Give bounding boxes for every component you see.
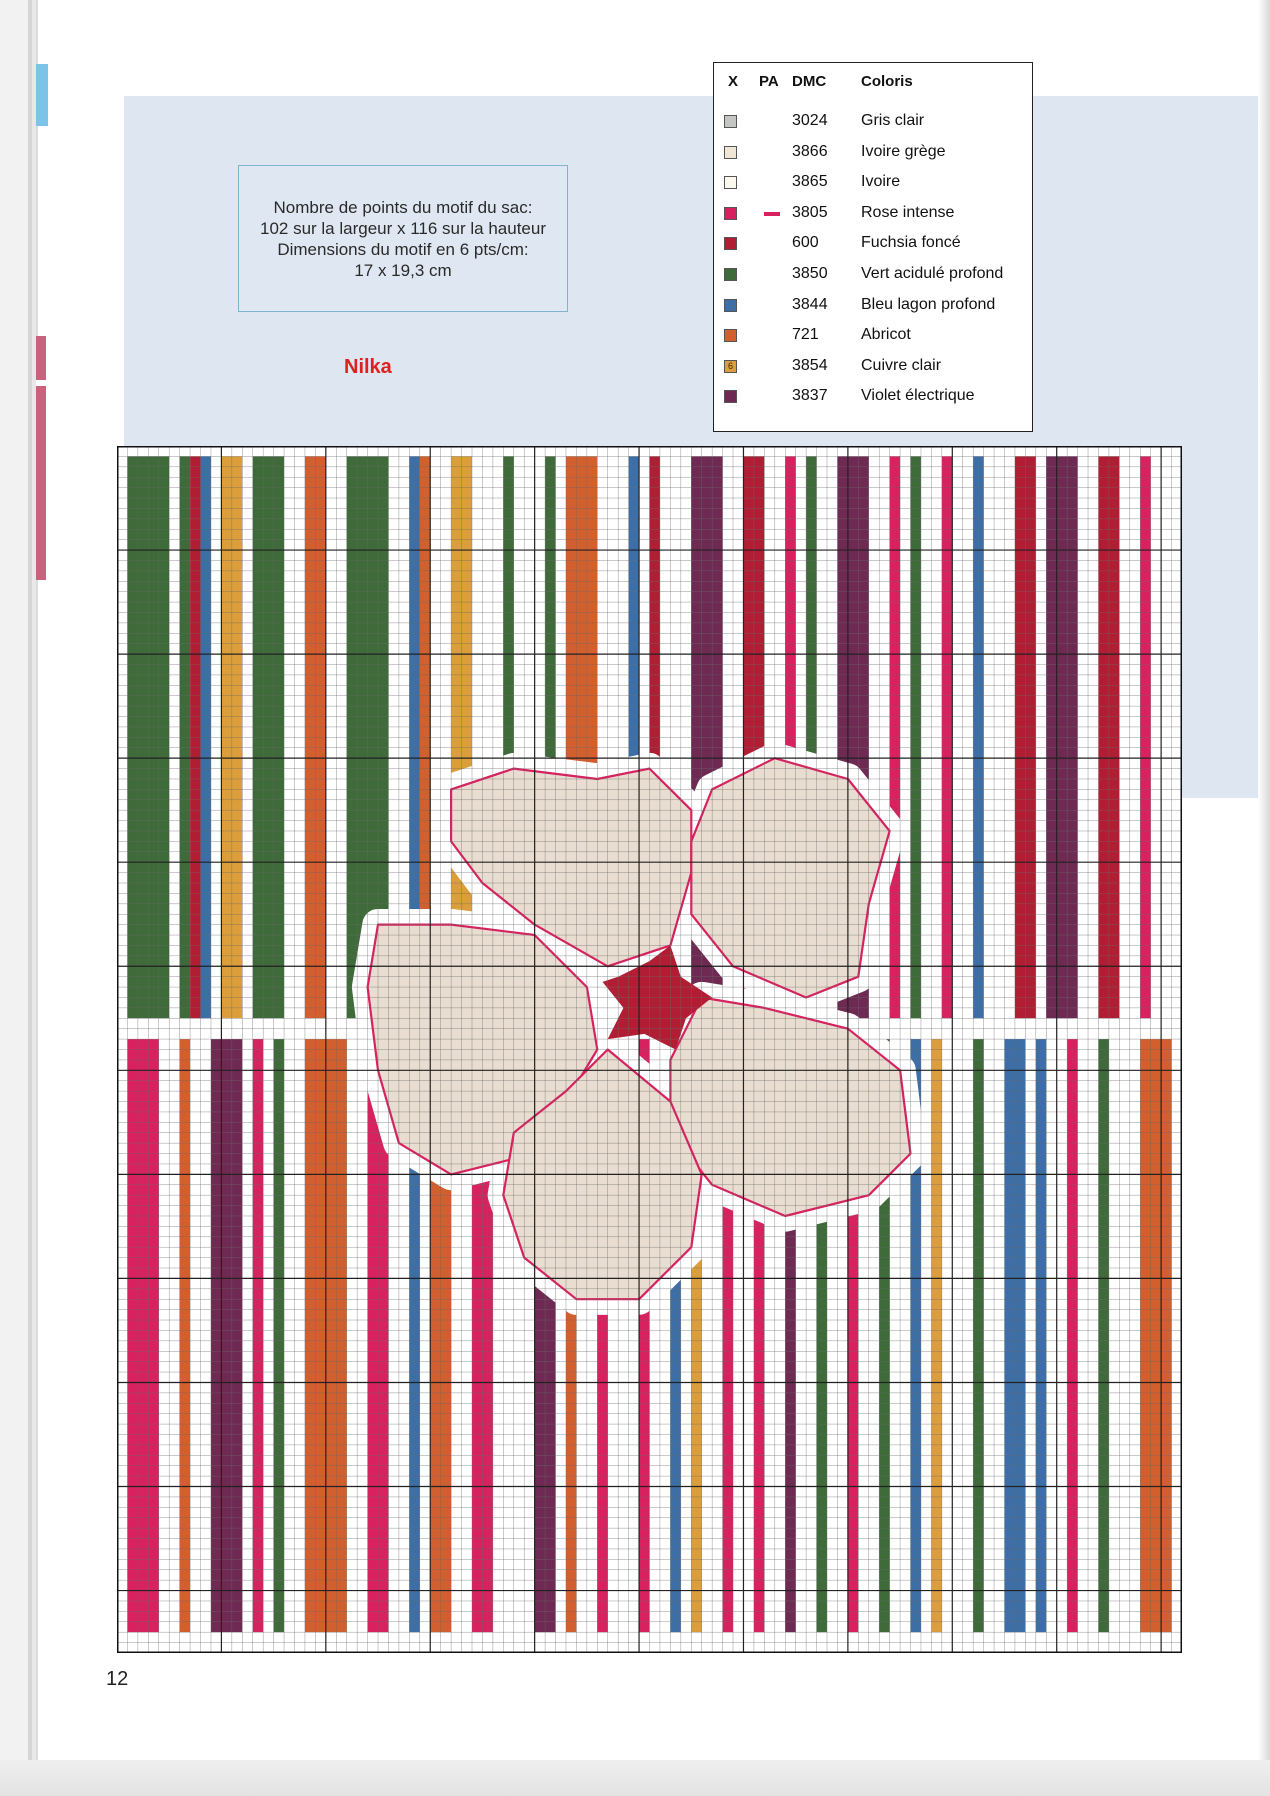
info-line: 17 x 19,3 cm <box>354 260 452 280</box>
legend-row <box>714 326 1032 352</box>
legend-header-pa: PA <box>759 73 779 90</box>
legend-swatch <box>724 390 737 403</box>
legend-row <box>714 173 1032 199</box>
stitch-count-info-box <box>238 165 568 312</box>
thread-stripe <box>931 1039 941 1632</box>
thread-stripe <box>127 1039 158 1632</box>
legend-color-name: Fuchsia foncé <box>861 234 961 252</box>
legend-swatch <box>724 115 737 128</box>
page-right-edge <box>1258 0 1270 1760</box>
page-bottom-edge <box>0 1760 1270 1796</box>
legend-swatch <box>724 146 737 159</box>
legend-swatch <box>724 329 737 342</box>
legend-color-name: Rose intense <box>861 203 955 221</box>
thread-stripe <box>253 1039 263 1632</box>
thread-stripe <box>1140 1039 1171 1632</box>
thread-stripe <box>973 1039 983 1632</box>
legend-color-name: Gris clair <box>861 112 925 129</box>
legend-row <box>714 296 1032 322</box>
cross-stitch-chart <box>117 446 1182 1653</box>
legend-color-name: Ivoire grège <box>861 142 946 160</box>
legend-row <box>714 234 1032 260</box>
legend-swatch <box>724 176 737 189</box>
designer-name: Nilka <box>344 356 392 378</box>
legend-color-name: Violet électrique <box>861 387 975 405</box>
legend-row <box>714 357 1032 383</box>
legend-row <box>714 204 1032 230</box>
backstitch-marker <box>764 212 780 216</box>
legend-dmc-code: 3865 <box>792 173 828 191</box>
thread-stripe <box>274 1039 284 1632</box>
legend-color-name: Ivoire <box>861 173 901 191</box>
legend-color-name: Bleu lagon profond <box>861 295 996 313</box>
color-legend <box>713 62 1033 432</box>
page-number: 12 <box>106 1668 129 1690</box>
legend-dmc-code: 3854 <box>792 356 828 374</box>
thread-stripe <box>1067 1039 1077 1632</box>
legend-header-coloris: Coloris <box>861 73 913 90</box>
legend-swatch <box>724 268 737 281</box>
blue-page-tab <box>36 64 48 126</box>
legend-dmc-code: 3837 <box>792 387 828 405</box>
thread-stripe <box>180 1039 190 1632</box>
legend-dmc-code: 3024 <box>792 112 828 129</box>
thread-stripe <box>211 1039 242 1632</box>
legend-row <box>714 143 1032 169</box>
legend-swatch <box>724 237 737 250</box>
pink-page-tab <box>36 336 46 580</box>
legend-color-name: Cuivre clair <box>861 356 942 374</box>
legend-color-name: Vert acidulé profond <box>861 265 1004 282</box>
legend-color-name: Abricot <box>861 326 911 344</box>
legend-row <box>714 112 1032 138</box>
legend-dmc-code: 3850 <box>792 265 828 282</box>
chart-grid <box>117 446 1182 1653</box>
legend-dmc-code: 3805 <box>792 203 828 221</box>
legend-swatch: 6 <box>724 360 737 373</box>
pink-tab-notch <box>36 380 46 386</box>
info-line: 102 sur la largeur x 116 sur la hauteur <box>259 218 547 238</box>
legend-swatch <box>724 299 737 312</box>
legend-dmc-code: 3844 <box>792 295 828 313</box>
info-line: Dimensions du motif en 6 pts/cm: <box>277 239 529 259</box>
legend-header-dmc: DMC <box>792 73 827 90</box>
legend-dmc-code: 600 <box>792 234 819 252</box>
legend-row <box>714 265 1032 291</box>
legend-swatch <box>724 207 737 220</box>
thread-stripe <box>1036 1039 1046 1632</box>
legend-header-x: X <box>728 73 739 90</box>
info-line: Nombre de points du motif du sac: <box>273 197 533 217</box>
legend-dmc-code: 3866 <box>792 142 828 160</box>
thread-stripe <box>1098 1039 1108 1632</box>
legend-row <box>714 387 1032 413</box>
legend-dmc-code: 721 <box>792 326 819 344</box>
